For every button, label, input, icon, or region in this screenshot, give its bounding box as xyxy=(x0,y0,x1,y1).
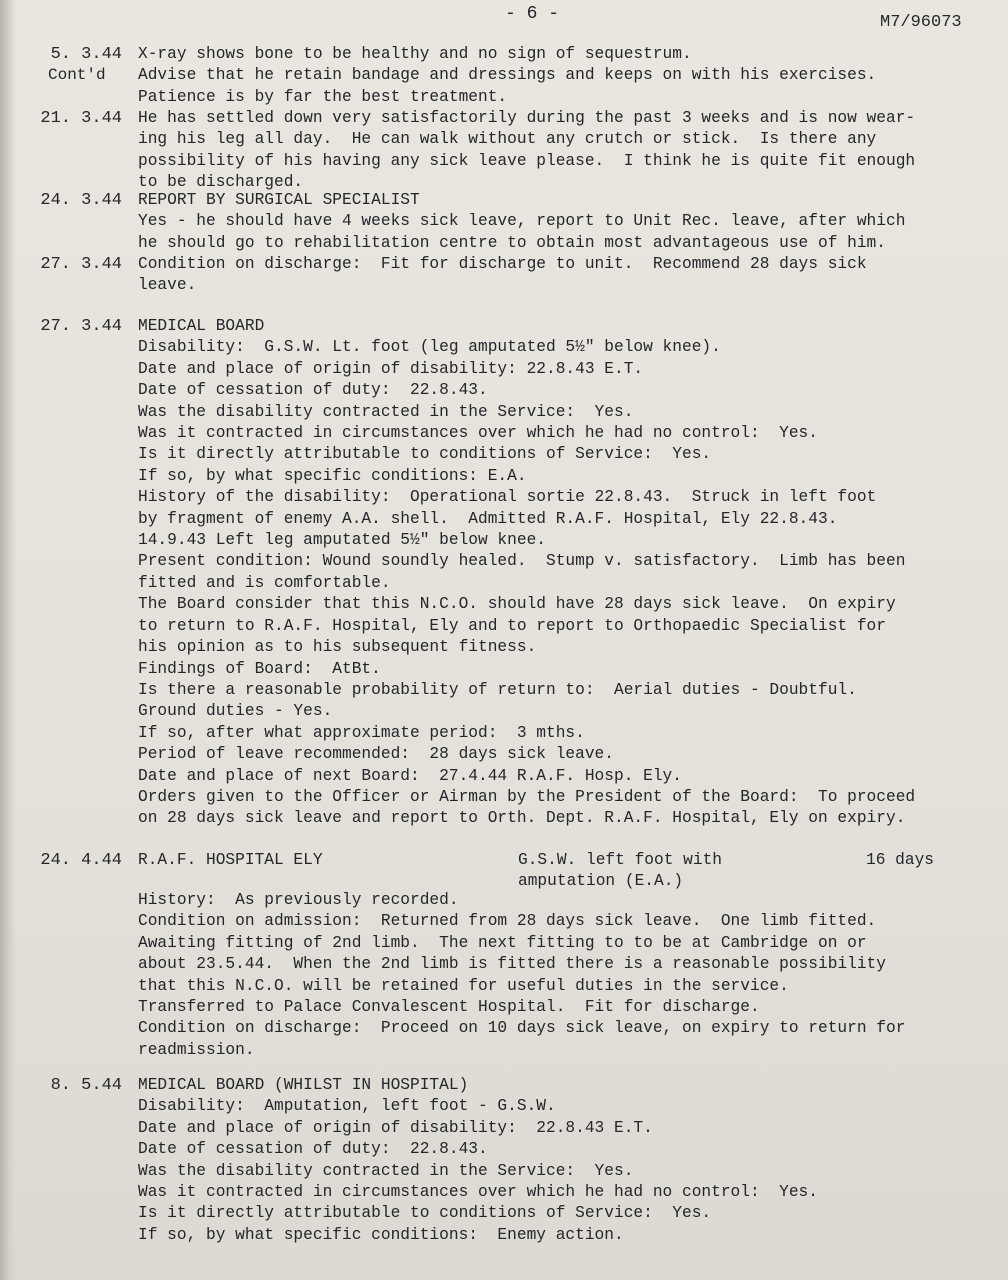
text-line: History of the disability: Operational sortie 22.8.43. Struck in left foot xyxy=(138,488,877,507)
text-line: Ground duties - Yes. xyxy=(138,702,333,721)
text-line: Date and place of origin of disability: 22.8.43 E.T. xyxy=(138,1118,653,1137)
text-line: Date and place of origin of disability: 22.8.43 E.T. xyxy=(138,359,644,378)
section-heading: MEDICAL BOARD xyxy=(138,317,265,335)
entry-date: 27. 3.44 xyxy=(40,255,122,274)
text-line: He has settled down very satisfactorily during the past 3 weeks and is now wear- xyxy=(138,109,916,127)
text-line: If so, by what specific conditions: Enemy action. xyxy=(138,1225,624,1244)
text-line: The Board consider that this N.C.O. should have 28 days sick leave. On expiry xyxy=(138,595,896,614)
text-line: History: As previously recorded. xyxy=(138,891,459,909)
text-line: he should go to rehabilitation centre to obtain most advantageous use of him. xyxy=(138,233,886,252)
text-line: Condition on discharge: Proceed on 10 days sick leave, on expiry to return for xyxy=(138,1019,906,1038)
text-line: X-ray shows bone to be healthy and no sign of sequestrum. xyxy=(138,45,692,63)
text-line: Was it contracted in circumstances over which he had no control: Yes. xyxy=(138,424,818,443)
section-heading: MEDICAL BOARD (WHILST IN HOSPITAL) xyxy=(138,1076,469,1094)
page-number: - 6 - xyxy=(505,4,560,24)
text-line: If so, after what approximate period: 3 mths. xyxy=(138,723,585,742)
text-line: Condition on admission: Returned from 28 days sick leave. One limb fitted. xyxy=(138,912,877,931)
binding-shadow xyxy=(0,0,16,1280)
diagnosis xyxy=(518,850,722,893)
text-line: Present condition: Wound soundly healed. Stump v. satisfactory. Limb has been xyxy=(138,552,906,571)
text-line: Is it directly attributable to conditions of Service: Yes. xyxy=(138,1204,712,1223)
entry-date: 21. 3.44 xyxy=(40,109,122,128)
text-line: Period of leave recommended: 28 days sick leave. xyxy=(138,745,614,764)
entry-text xyxy=(138,254,983,297)
text-line: Transferred to Palace Convalescent Hospital. Fit for discharge. xyxy=(138,998,760,1017)
text-line: leave. xyxy=(138,276,197,295)
file-reference: M7/96073 xyxy=(880,13,962,32)
text-line: If so, by what specific conditions: E.A. xyxy=(138,466,527,485)
text-line: 14.9.43 Left leg amputated 5½" below knee. xyxy=(138,531,546,550)
text-line: Date and place of next Board: 27.4.44 R.A.F. Hosp. Ely. xyxy=(138,766,682,785)
entry-date: 8. 5.44 xyxy=(50,1076,122,1095)
text-line: about 23.5.44. When the 2nd limb is fitted there is a reasonable possibility xyxy=(138,955,886,974)
entry-text xyxy=(138,190,983,254)
text-line: Was the disability contracted in the Service: Yes. xyxy=(138,402,634,421)
text-line: Condition on discharge: Fit for discharge to unit. Recommend 28 days sick xyxy=(138,255,867,273)
text-line: ing his leg all day. He can walk without any crutch or stick. Is there any xyxy=(138,130,877,149)
section-heading: REPORT BY SURGICAL SPECIALIST xyxy=(138,191,420,209)
length-of-stay: 16 days xyxy=(866,851,934,869)
text-line: that this N.C.O. will be retained for useful duties in the service. xyxy=(138,976,789,995)
diagnosis-line: G.S.W. left foot with xyxy=(518,851,722,869)
text-line: by fragment of enemy A.A. shell. Admitted R.A.F. Hospital, Ely 22.8.43. xyxy=(138,509,838,528)
text-line: Is there a reasonable probability of return to: Aerial duties - Doubtful. xyxy=(138,680,857,699)
text-line: readmission. xyxy=(138,1040,255,1059)
text-line: Is it directly attributable to conditions of Service: Yes. xyxy=(138,445,712,464)
text-line: Disability: Amputation, left foot - G.S.W. xyxy=(138,1097,556,1116)
entry-date: 24. 4.44 xyxy=(40,851,122,870)
text-line: Was it contracted in circumstances over which he had no control: Yes. xyxy=(138,1183,818,1202)
text-line: Yes - he should have 4 weeks sick leave, report to Unit Rec. leave, after which xyxy=(138,212,906,231)
text-line: fitted and is comfortable. xyxy=(138,573,391,592)
diagnosis-line: amputation (E.A.) xyxy=(518,872,684,891)
text-line: on 28 days sick leave and report to Orth. Dept. R.A.F. Hospital, Ely on expiry. xyxy=(138,809,906,828)
continued-label: Cont'd xyxy=(48,66,106,85)
text-line: Findings of Board: AtBt. xyxy=(138,659,381,678)
text-line: his opinion as to his subsequent fitness. xyxy=(138,638,537,657)
text-line: Awaiting fitting of 2nd limb. The next fitting to to be at Cambridge on or xyxy=(138,933,867,952)
entry-text xyxy=(138,890,983,1061)
text-line: Orders given to the Officer or Airman by the President of the Board: To proceed xyxy=(138,787,916,806)
hospital-name: R.A.F. HOSPITAL ELY xyxy=(138,851,323,869)
entry-text xyxy=(138,108,983,194)
entry-text xyxy=(138,1075,983,1246)
text-line: Was the disability contracted in the Service: Yes. xyxy=(138,1161,634,1180)
text-line: Patience is by far the best treatment. xyxy=(138,87,508,106)
entry-date: 5. 3.44 xyxy=(50,45,122,64)
text-line: Date of cessation of duty: 22.8.43. xyxy=(138,1140,488,1159)
text-line: Advise that he retain bandage and dressings and keeps on with his exercises. xyxy=(138,66,877,85)
text-line: possibility of his having any sick leave please. I think he is quite fit enough xyxy=(138,151,916,170)
text-line: Disability: G.S.W. Lt. foot (leg amputated 5½" below knee). xyxy=(138,338,721,357)
text-line: Date of cessation of duty: 22.8.43. xyxy=(138,381,488,400)
entry-date: 27. 3.44 xyxy=(40,317,122,336)
entry-date: 24. 3.44 xyxy=(40,191,122,210)
entry-text xyxy=(138,316,983,830)
text-line: to be discharged. xyxy=(138,173,304,192)
entry-text xyxy=(138,44,983,108)
text-line: to return to R.A.F. Hospital, Ely and to report to Orthopaedic Specialist for xyxy=(138,616,886,635)
